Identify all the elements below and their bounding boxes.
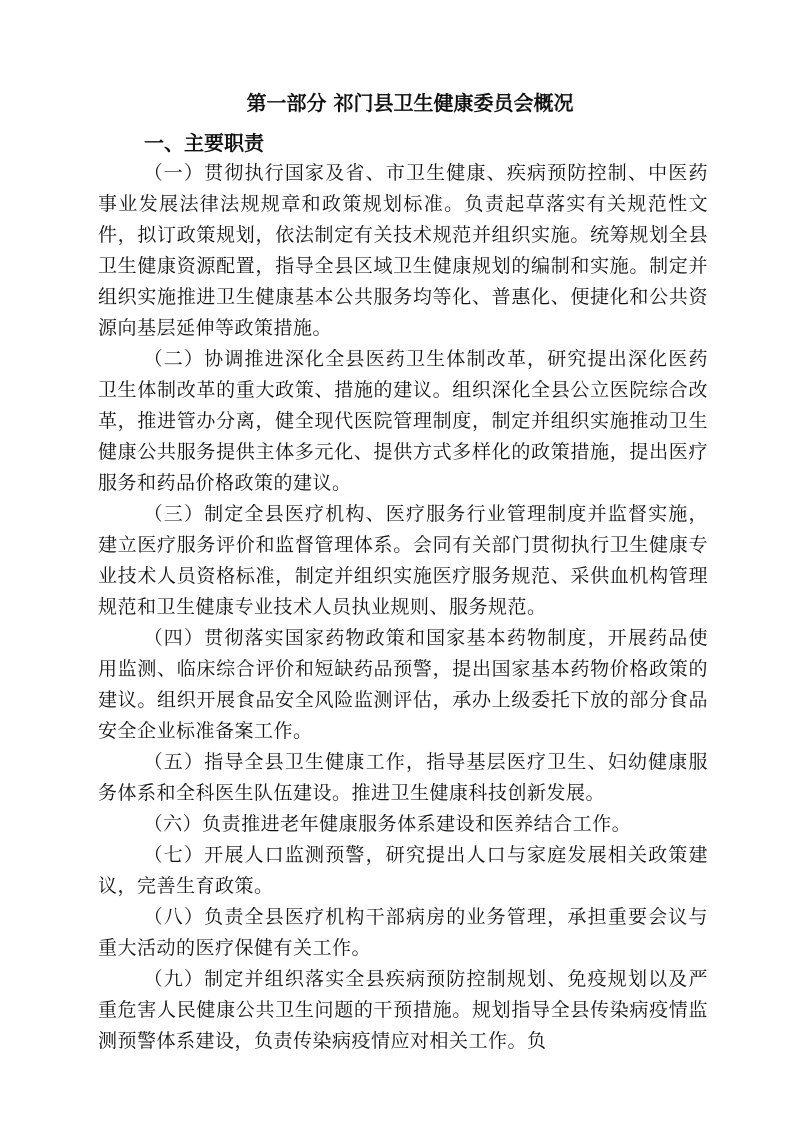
paragraph-3: （三）制定全县医疗机构、医疗服务行业管理制度并监督实施，建立医疗服务评价和监督管理体系。会同有关部门贯彻执行卫生健康专业技术人员资格标准，制定并组织实施医疗服务规范、采供血机构管理规范和卫生健康专业技术人员执业规则、服务规范。 [98, 503, 708, 618]
section-heading: 一、主要职责 [144, 131, 264, 155]
paragraph-9: （九）制定并组织落实全县疾病预防控制规划、免疫规划以及严重危害人民健康公共卫生问题的干预措施。规划指导全县传染病疫情监测预警体系建设，负责传染病疫情应对相关工作。负 [98, 968, 708, 1052]
paragraph-2: （二）协调推进深化全县医药卫生体制改革，研究提出深化医药卫生体制改革的重大政策、措施的建议。组织深化全县公立医院综合改革，推进管办分离，健全现代医院管理制度，制定并组织实施推动卫生健康公共服务提供主体多元化、提供方式多样化的政策措施，提出医疗服务和药品价格政策的建议。 [98, 348, 708, 494]
part-title: 第一部分 祁门县卫生健康委员会概况 [246, 91, 574, 115]
paragraph-1: （一）贯彻执行国家及省、市卫生健康、疾病预防控制、中医药事业发展法律法规规章和政策规划标准。负责起草落实有关规范性文件，拟订政策规划，依法制定有关技术规范并组织实施。统筹规划全县卫生健康资源配置，指导全县区域卫生健康规划的编制和实施。制定并组织实施推进卫生健康基本公共服务均等化、普惠化、便捷化和公共资源向基层延伸等政策措施。 [98, 162, 708, 339]
paragraph-4: （四）贯彻落实国家药物政策和国家基本药物制度，开展药品使用监测、临床综合评价和短缺药品预警，提出国家基本药物价格政策的建议。组织开展食品安全风险监测评估，承办上级委托下放的部分食品安全企业标准备案工作。 [98, 627, 708, 742]
paragraph-6: （六）负责推进老年健康服务体系建设和医养结合工作。 [143, 813, 632, 835]
paragraph-5: （五）指导全县卫生健康工作，指导基层医疗卫生、妇幼健康服务体系和全科医生队伍建设。推进卫生健康科技创新发展。 [98, 751, 708, 804]
paragraph-7: （七）开展人口监测预警，研究提出人口与家庭发展相关政策建议，完善生育政策。 [98, 844, 708, 897]
paragraph-8: （八）负责全县医疗机构干部病房的业务管理，承担重要会议与重大活动的医疗保健有关工作。 [98, 906, 708, 959]
document-body [98, 88, 708, 1057]
